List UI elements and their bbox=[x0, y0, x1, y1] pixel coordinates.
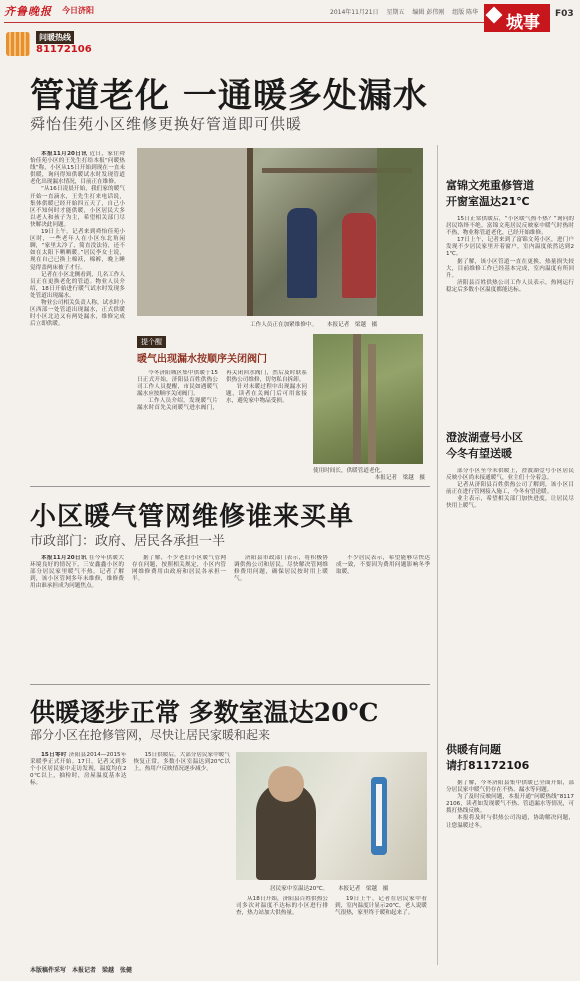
wall-shape bbox=[137, 148, 247, 316]
worker-figure bbox=[287, 208, 317, 298]
story1-subhead: 舜怡佳苑小区维修更换好管道即可供暖 bbox=[30, 115, 303, 133]
sidebar1-headline-line2: 开窗室温达21℃ bbox=[446, 195, 530, 208]
foliage bbox=[377, 148, 423, 316]
sidebar2-headline-line1: 澄波湖壹号小区 bbox=[446, 431, 523, 444]
sidebar1-para-1: 15日正常供暖后，“小区暖气热不热？”询问的居民络绎不绝。富锦文苑居民反映家中暖气时热时不热，物业称管道老化，已经开始维修。 bbox=[446, 216, 574, 237]
story2-para-3: 济阳县市政部门表示，将积极协调供热公司和居民，尽快解决管网维修费用问题，确保居民按时用上暖气。 bbox=[234, 555, 328, 583]
masthead bbox=[0, 0, 580, 33]
issue-weekday: 星期五 bbox=[386, 9, 405, 16]
sidebar3-para-2: 为了及时反映问题，本报开通“问暖热线”81172106，读者如发现暖气不热、管道漏水等情况，可拨打热线反映。 bbox=[446, 794, 574, 815]
story3-para-4: 19日上午，记者在居民家中看到，室内温度计显示20℃，老人说暖气很热，家里终于暖和起来了。 bbox=[335, 896, 427, 917]
story3-lead: 15日零时 bbox=[41, 752, 67, 758]
story3-photo-caption bbox=[270, 884, 388, 892]
pipe-shape bbox=[247, 148, 253, 316]
paper-logo: 齐鲁晚报 bbox=[4, 5, 52, 18]
story2-para-1 bbox=[30, 555, 124, 590]
person-head bbox=[268, 766, 304, 802]
story3-headline: 供暖逐步正常 多数室温达20℃ bbox=[30, 698, 379, 727]
tip-para-3: 针对未暖过程中出现漏水问题，读者在关阀门后可用盆接水，避免家中物品受损。 bbox=[226, 384, 307, 405]
story1-body bbox=[30, 151, 125, 481]
sidebar-divider bbox=[437, 145, 438, 965]
sidebar1-para-4: 济阳县百姓供热公司工作人员表示，热网运行稳定后多数小区温度都能达标。 bbox=[446, 279, 574, 293]
sidebar1-headline bbox=[446, 178, 576, 210]
sidebar1-body bbox=[446, 216, 574, 421]
sidebar3-body bbox=[446, 780, 574, 970]
story1-photo bbox=[137, 148, 423, 316]
worker-figure bbox=[342, 213, 376, 298]
tip-para-1: 今冬济阳城区集中供暖于15日正式开始，济阳县百姓供热公司工作人员提醒，市民如遇暖气漏水应按顺序关闭阀门。 bbox=[137, 370, 218, 398]
story1-para-1 bbox=[30, 151, 125, 186]
section-rule bbox=[30, 684, 430, 685]
story3-para-1 bbox=[30, 752, 127, 787]
sidebar2-para-2: 记者从济阳县百姓供热公司了解到，该小区目前正在进行管网接入施工，今冬有望送暖。 bbox=[446, 482, 574, 496]
tip-caption-text: 使用时间长，供暖管道老化。 bbox=[313, 468, 386, 474]
section-banner bbox=[484, 4, 550, 32]
radiator-icon bbox=[6, 32, 30, 56]
caption-text: 工作人员正在加紧维修中。 bbox=[250, 322, 318, 328]
caption-text: 居民家中室温达20℃。 bbox=[270, 886, 329, 892]
caption-credit: 本报记者 梁越 摄 bbox=[326, 322, 378, 328]
sidebar2-headline-line2: 今冬有望送暖 bbox=[446, 447, 512, 460]
sidebar3-headline-line2: 请打81172106 bbox=[446, 759, 530, 772]
story3-para-3: 从18日开始，济阳县百姓供热公司多次对温度不达标的小区进行排查，热力站加大供热量。 bbox=[236, 896, 328, 917]
story1-para-4: 记者在小区北侧看到，几名工作人员正在更换老化的管道。物业人员介绍，18日开始进行暖气试水时发现多处管道出现漏水。 bbox=[30, 271, 125, 299]
pipe-shape bbox=[353, 334, 361, 464]
story2-para-4: 不少居民表示，希望能够尽快达成一致，不要因为费用问题影响冬季取暖。 bbox=[336, 555, 430, 576]
caption-credit: 本报记者 梁越 摄 bbox=[337, 886, 389, 892]
story2-lead: 本报11月20日讯 bbox=[41, 555, 87, 561]
designer-credit: 组版 陈华 bbox=[452, 9, 479, 16]
sidebar2-headline bbox=[446, 430, 576, 462]
issue-date: 2014年11月21日 bbox=[330, 9, 379, 16]
story2-para-2: 据了解，不少老旧小区暖气管网存在问题，按照相关规定，小区内管网维修费用由政府和居民各承担一半。 bbox=[132, 555, 226, 583]
sidebar2-body bbox=[446, 468, 574, 678]
story1-headline: 管道老化 一通暖多处漏水 bbox=[30, 76, 428, 116]
story3-body-left bbox=[30, 752, 230, 960]
story3-para-2: 15日供暖后，大部分居民家中暖气恢复正常，多数小区室温达到20℃以上，热用户反映情况逐步减少。 bbox=[133, 752, 230, 773]
sidebar1-para-3: 据了解，该小区管道一直在更换，热量损失较大，目前维修工作已经基本完成，室内温度有所回升。 bbox=[446, 258, 574, 279]
section-rule bbox=[30, 486, 430, 487]
story2-headline: 小区暖气管网维修谁来买单 bbox=[30, 502, 355, 532]
date-line bbox=[330, 7, 478, 16]
story1-para-5: 物业公司相关负责人称，试水时小区西部一处管道出现漏水，正式供暖时小区北边又有两处漏水，维修完成后立即供暖。 bbox=[30, 299, 125, 328]
editor-credit: 编辑 彭伟刚 bbox=[412, 9, 445, 16]
tip-body bbox=[137, 370, 307, 480]
sidebar3-headline bbox=[446, 742, 576, 774]
hotline-number: 81172106 bbox=[36, 44, 92, 55]
story1-para-2: “从16日凌晨开始，我们家的暖气开始一直滴水，王先生打来电话说，集体供暖已经开始四五天了，自己小区不知何时才能供暖，小区居民大多以老人和孩子为主，希望相关部门尽快解决此问题。 bbox=[30, 186, 125, 228]
story1-para-3: 19日上午，记者来到舜怡佳苑小区时，一些老年人在小区东北角闲聊，“家里太冷了，简直没法待，还不如在太阳下晒晒暖。”居民李女士说，现在自己已换上棉袄，棉裤，晚上睡觉得盖两床被子才行。 bbox=[30, 229, 125, 271]
tip-title: 暖气出现漏水按顺序关闭阀门 bbox=[137, 354, 267, 365]
sidebar1-headline-line1: 富锦文苑重修管道 bbox=[446, 179, 534, 192]
sidebar1-para-2: 17日上午，记者来到了富锦文苑小区，进门户发现不少居民家里开着窗户，室内温度依然达到21℃。 bbox=[446, 237, 574, 258]
tip-label: 提个醒 bbox=[137, 336, 166, 348]
thermometer-scale bbox=[376, 784, 382, 846]
story2-body bbox=[30, 555, 430, 675]
tip-caption-credit: 本报记者 梁越 摄 bbox=[374, 475, 425, 481]
sidebar2-para-3: 业主表示，希望相关部门加快进度，让居民尽快用上暖气。 bbox=[446, 496, 574, 510]
section-title: 城事 bbox=[506, 13, 540, 33]
tip-para-2: 工作人员介绍，发现暖气片漏水时首先关闭暖气进水阀门，再关闭回水阀门，然后及时联系供热公司维修，切勿私自拆卸。 bbox=[137, 370, 307, 412]
hotline-title: 问暖热线 bbox=[36, 31, 74, 44]
story1-lead: 本报11月20日讯 bbox=[41, 151, 88, 157]
masthead-rule bbox=[4, 22, 484, 23]
hotline-box bbox=[6, 30, 114, 58]
story3-text-1: 济阳县2014—2015年采暖季正式开始。17日，记者又到多个小区居民家中走访发现，温度均在20℃以上，抽检时，房屋温度基本达标。 bbox=[30, 752, 127, 787]
story2-subhead: 市政部门：政府、居民各承担一半 bbox=[30, 534, 226, 549]
story3-subhead: 部分小区在抢修管网，尽快让居民家暖和起来 bbox=[30, 728, 271, 742]
sidebar3-para-3: 本报将及时与供热公司沟通，协助解决问题，让您温暖过冬。 bbox=[446, 815, 574, 829]
tip-photo-caption bbox=[313, 468, 425, 482]
story1-text-1: 近日，家住舜怡佳苑小区的王先生打给本报“问暖热线”称，小区从15日开始到现在一直未供暖，询问得知供暖试水时发现管道老化出现漏水情况，目前正在维修。 bbox=[30, 151, 125, 186]
pipe-shape bbox=[368, 344, 376, 464]
story3-body-right bbox=[236, 896, 427, 968]
story3-photo bbox=[236, 752, 427, 880]
story2-text-1: 在今年供暖大环境良好的情况下，三安鑫鑫小区的部分居民家里暖气不热。记者了解到，该小区管网多年未维修，维修费用由谁承担成为问题焦点。 bbox=[30, 555, 124, 590]
sidebar3-para-1: 据了解，今冬济阳县集中供暖已全面开始，部分居民家中暖气仍存在不热、漏水等问题。 bbox=[446, 780, 574, 794]
page-number: F03 bbox=[555, 9, 574, 19]
sidebar3-headline-line1: 供暖有问题 bbox=[446, 743, 501, 756]
sidebar2-para-1: 部分小区至今未供暖上，澄波湖壹号小区居民反映小区尚未接通暖气，业主们十分着急。 bbox=[446, 468, 574, 482]
section-icon bbox=[486, 7, 503, 24]
edition-label: 今日济阳 bbox=[62, 6, 94, 15]
story3-end-credit: 本版稿件采写 本报记者 梁越 张健 bbox=[30, 967, 133, 974]
tip-photo bbox=[313, 334, 423, 464]
story1-photo-caption bbox=[250, 320, 377, 328]
